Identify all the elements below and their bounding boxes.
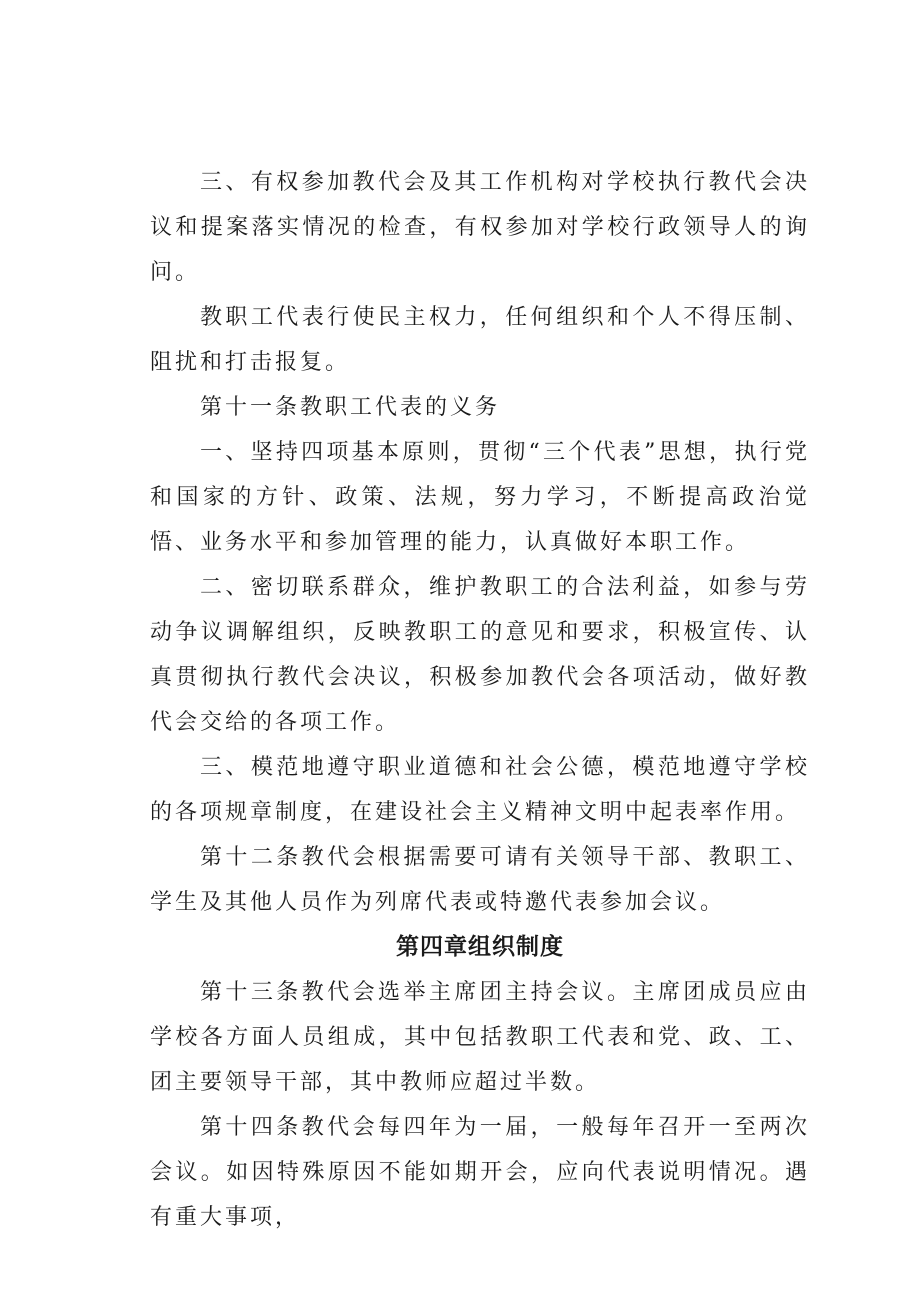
paragraph-duty-1: 一、坚持四项基本原则，贯彻“三个代表”思想，执行党和国家的方针、政策、法规，努力学习，不断提高政治觉悟、业务水平和参加管理的能力，认真做好本职工作。 xyxy=(150,440,810,555)
chapter-heading: 第四章组织制度 xyxy=(396,934,564,960)
article-14: 第十四条教代会每四年为一届，一般每年召开一至两次会议。如因特殊原因不能如期开会，应向代表说明情况。遇有重大事项， xyxy=(150,1115,810,1230)
paragraph-duty-2: 二、密切联系群众，维护教职工的合法利益，如参与劳动争议调解组织，反映教职工的意见和要求，积极宣传、认真贯彻执行教代会决议，积极参加教代会各项活动，做好教代会交给的各项工作。 xyxy=(150,575,810,735)
article-11-title: 第十一条教职工代表的义务 xyxy=(200,395,501,420)
paragraph-right-inspection: 三、有权参加教代会及其工作机构对学校执行教代会决议和提案落实情况的检查，有权参加对学校行政领导人的询问。 xyxy=(150,170,810,285)
article-12: 第十二条教代会根据需要可请有关领导干部、教职工、学生及其他人员作为列席代表或特邀代表参加会议。 xyxy=(150,845,810,915)
article-13: 第十三条教代会选举主席团主持会议。主席团成员应由学校各方面人员组成，其中包括教职工代表和党、政、工、团主要领导干部，其中教师应超过半数。 xyxy=(150,980,810,1095)
paragraph-duty-3: 三、模范地遵守职业道德和社会公德，模范地遵守学校的各项规章制度，在建设社会主义精神文明中起表率作用。 xyxy=(150,755,810,825)
paragraph-no-retaliation: 教职工代表行使民主权力，任何组织和个人不得压制、阻扰和打击报复。 xyxy=(150,305,810,375)
document-body xyxy=(150,160,810,1240)
